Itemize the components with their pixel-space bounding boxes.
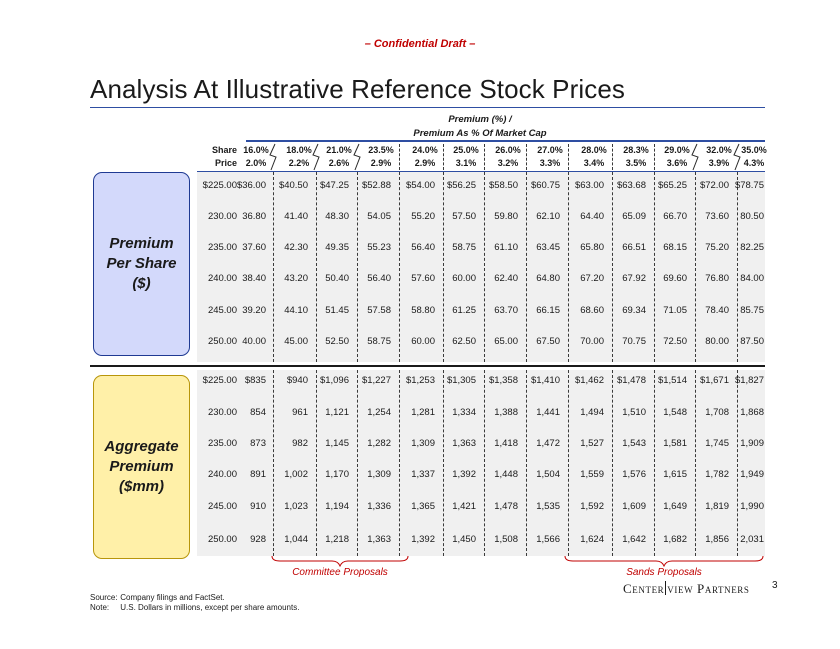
column-divider	[526, 370, 527, 556]
column-premium-header: 24.0%	[412, 145, 438, 155]
table-cell: 60.00	[411, 336, 435, 347]
column-divider	[526, 144, 527, 170]
table-cell: $56.25	[446, 180, 476, 191]
table-cell: 1,218	[325, 534, 349, 545]
table-cell: 42.30	[284, 242, 308, 253]
table-cell: 1,337	[411, 469, 435, 480]
table-cell: 62.10	[536, 211, 560, 222]
table-cell: 67.20	[580, 273, 604, 284]
table-cell: 1,044	[284, 534, 308, 545]
table-cell: 82.25	[740, 242, 764, 253]
table-cell: 1,365	[411, 501, 435, 512]
table-cell: 64.80	[536, 273, 560, 284]
column-divider	[654, 172, 655, 362]
table-cell: 56.40	[411, 242, 435, 253]
column-premium-header: 25.0%	[453, 145, 479, 155]
column-divider	[737, 172, 738, 362]
column-premium-header: 23.5%	[368, 145, 394, 155]
table-cell: 67.92	[622, 273, 646, 284]
table-cell: 37.60	[242, 242, 266, 253]
price-label: Price	[214, 158, 237, 168]
table-cell: 1,023	[284, 501, 308, 512]
column-mcap-header: 3.1%	[455, 158, 477, 168]
table-cell: 1,682	[663, 534, 687, 545]
row-price-label: 250.00	[207, 534, 237, 545]
column-premium-header: 18.0%	[286, 145, 312, 155]
column-premium-header: 29.0%	[664, 145, 690, 155]
table-cell: 1,421	[452, 501, 476, 512]
table-cell: 1,510	[622, 407, 646, 418]
source-text: Company filings and FactSet.	[120, 593, 225, 602]
table-cell: 70.00	[580, 336, 604, 347]
sands-brace	[563, 555, 765, 567]
table-cell: 62.40	[494, 273, 518, 284]
table-cell: 62.50	[452, 336, 476, 347]
table-cell: 1,504	[536, 469, 560, 480]
table-cell: 51.45	[325, 305, 349, 316]
table-cell: 52.50	[325, 336, 349, 347]
table-cell: 1,576	[622, 469, 646, 480]
table-cell: 56.40	[367, 273, 391, 284]
column-mcap-header: 3.9%	[708, 158, 730, 168]
table-cell: 40.00	[242, 336, 266, 347]
table-cell: 44.10	[284, 305, 308, 316]
column-divider	[654, 370, 655, 556]
aggregate-premium-label-1: Aggregate	[104, 438, 179, 455]
table-cell: $1,253	[405, 375, 435, 386]
column-mcap-header: 2.0%	[245, 158, 267, 168]
committee-brace	[270, 555, 410, 567]
table-cell: $1,096	[319, 375, 349, 386]
table-cell: $72.00	[699, 180, 729, 191]
table-cell: $1,514	[657, 375, 687, 386]
column-divider	[695, 370, 696, 556]
table-cell: 1,642	[622, 534, 646, 545]
table-cell: $63.00	[574, 180, 604, 191]
column-divider	[484, 370, 485, 556]
row-price-label: 245.00	[207, 501, 237, 512]
table-cell: 65.09	[622, 211, 646, 222]
table-cell: $40.50	[278, 180, 308, 191]
column-divider	[568, 144, 569, 170]
table-cell: $47.25	[319, 180, 349, 191]
table-cell: 58.75	[452, 242, 476, 253]
column-divider	[399, 370, 400, 556]
table-cell: 1,392	[411, 534, 435, 545]
column-divider	[443, 172, 444, 362]
column-divider	[612, 370, 613, 556]
premium-header-rule	[246, 140, 765, 142]
aggregate-premium-box	[93, 375, 190, 559]
note-footnote	[90, 603, 299, 612]
table-cell: 1,448	[494, 469, 518, 480]
table-cell: 48.30	[325, 211, 349, 222]
column-mcap-header: 4.3%	[743, 158, 765, 168]
column-divider	[316, 370, 317, 556]
table-section-background	[197, 370, 765, 556]
table-cell: 1,543	[622, 438, 646, 449]
table-cell: $1,478	[616, 375, 646, 386]
table-cell: 57.50	[452, 211, 476, 222]
centerview-logo	[623, 581, 750, 597]
table-cell: 38.40	[242, 273, 266, 284]
table-cell: $1,462	[574, 375, 604, 386]
committee-label: Committee Proposals	[292, 567, 388, 578]
page-number: 3	[772, 580, 778, 591]
column-premium-header: 27.0%	[537, 145, 563, 155]
table-cell: 63.70	[494, 305, 518, 316]
column-premium-header: 26.0%	[495, 145, 521, 155]
table-cell: 73.60	[705, 211, 729, 222]
table-cell: $1,358	[488, 375, 518, 386]
table-cell: 54.05	[367, 211, 391, 222]
table-cell: 854	[250, 407, 266, 418]
table-cell: $1,305	[446, 375, 476, 386]
table-cell: 85.75	[740, 305, 764, 316]
column-divider	[357, 172, 358, 362]
table-cell: 63.45	[536, 242, 560, 253]
column-premium-header: 35.0%	[741, 145, 767, 155]
table-cell: 1,363	[452, 438, 476, 449]
column-divider	[526, 172, 527, 362]
table-cell: 80.50	[740, 211, 764, 222]
table-cell: 1,745	[705, 438, 729, 449]
column-divider	[737, 370, 738, 556]
column-break-mark	[730, 143, 744, 171]
table-cell: 1,392	[452, 469, 476, 480]
column-mcap-header: 2.2%	[288, 158, 310, 168]
source-label: Source:	[90, 593, 118, 602]
table-cell: 1,581	[663, 438, 687, 449]
table-cell: 1,281	[411, 407, 435, 418]
table-cell: 2,031	[740, 534, 764, 545]
table-cell: 65.00	[494, 336, 518, 347]
column-divider	[399, 144, 400, 170]
table-cell: 1,708	[705, 407, 729, 418]
table-cell: $940	[286, 375, 308, 386]
table-cell: $835	[244, 375, 266, 386]
table-cell: 1,494	[580, 407, 604, 418]
table-cell: 1,450	[452, 534, 476, 545]
row-price-label: 240.00	[207, 469, 237, 480]
table-cell: 1,527	[580, 438, 604, 449]
table-cell: 961	[292, 407, 308, 418]
table-cell: 982	[292, 438, 308, 449]
row-price-label: 230.00	[207, 211, 237, 222]
table-cell: 1,548	[663, 407, 687, 418]
table-cell: 1,145	[325, 438, 349, 449]
premium-header-line2: Premium As % Of Market Cap	[413, 128, 547, 139]
table-cell: 1,418	[494, 438, 518, 449]
row-price-label: 240.00	[207, 273, 237, 284]
table-cell: $1,827	[734, 375, 764, 386]
logo-part2: view Partners	[667, 581, 750, 596]
table-cell: 1,782	[705, 469, 729, 480]
table-cell: 1,990	[740, 501, 764, 512]
table-cell: $54.00	[405, 180, 435, 191]
premium-per-share-label-1: Premium	[109, 235, 174, 252]
note-label: Note:	[90, 603, 110, 612]
table-cell: 43.20	[284, 273, 308, 284]
column-divider	[273, 370, 274, 556]
column-premium-header: 21.0%	[326, 145, 352, 155]
table-cell: 1,121	[325, 407, 349, 418]
table-cell: 1,559	[580, 469, 604, 480]
table-cell: 61.10	[494, 242, 518, 253]
column-divider	[568, 172, 569, 362]
table-cell: $1,410	[530, 375, 560, 386]
column-divider	[443, 144, 444, 170]
source-footnote	[90, 593, 225, 602]
table-cell: 1,856	[705, 534, 729, 545]
column-divider	[654, 144, 655, 170]
column-divider	[399, 172, 400, 362]
table-cell: 1,334	[452, 407, 476, 418]
table-cell: $58.50	[488, 180, 518, 191]
table-cell: 66.15	[536, 305, 560, 316]
table-section-background	[197, 172, 765, 362]
table-cell: 67.50	[536, 336, 560, 347]
table-cell: 1,478	[494, 501, 518, 512]
table-cell: 1,535	[536, 501, 560, 512]
table-cell: 1,909	[740, 438, 764, 449]
table-cell: 58.75	[367, 336, 391, 347]
table-cell: 1,566	[536, 534, 560, 545]
table-cell: 1,592	[580, 501, 604, 512]
column-divider	[612, 144, 613, 170]
column-mcap-header: 3.2%	[497, 158, 519, 168]
column-mcap-header: 3.6%	[666, 158, 688, 168]
column-mcap-header: 2.6%	[328, 158, 350, 168]
column-mcap-header: 3.3%	[539, 158, 561, 168]
table-cell: 39.20	[242, 305, 266, 316]
table-cell: 873	[250, 438, 266, 449]
table-cell: 1,508	[494, 534, 518, 545]
column-divider	[484, 172, 485, 362]
table-cell: 928	[250, 534, 266, 545]
table-cell: 55.20	[411, 211, 435, 222]
table-cell: 1,441	[536, 407, 560, 418]
column-divider	[695, 172, 696, 362]
confidential-banner: – Confidential Draft –	[364, 38, 476, 50]
table-cell: 1,194	[325, 501, 349, 512]
table-cell: 1,609	[622, 501, 646, 512]
table-cell: 1,868	[740, 407, 764, 418]
table-cell: 57.58	[367, 305, 391, 316]
table-cell: 76.80	[705, 273, 729, 284]
row-price-label: 250.00	[207, 336, 237, 347]
column-premium-header: 16.0%	[243, 145, 269, 155]
sands-label: Sands Proposals	[626, 567, 702, 578]
column-premium-header: 32.0%	[706, 145, 732, 155]
table-cell: 69.34	[622, 305, 646, 316]
table-cell: $36.00	[236, 180, 266, 191]
column-divider	[484, 144, 485, 170]
page-title: Analysis At Illustrative Reference Stock Prices	[90, 74, 626, 104]
table-cell: 1,282	[367, 438, 391, 449]
column-mcap-header: 3.5%	[625, 158, 647, 168]
table-cell: 61.25	[452, 305, 476, 316]
column-break-mark	[266, 143, 280, 171]
table-cell: 68.15	[663, 242, 687, 253]
table-cell: 68.60	[580, 305, 604, 316]
premium-per-share-label-2: Per Share	[106, 255, 177, 272]
table-cell: 891	[250, 469, 266, 480]
table-cell: 84.00	[740, 273, 764, 284]
table-cell: 71.05	[663, 305, 687, 316]
table-cell: 57.60	[411, 273, 435, 284]
table-cell: 58.80	[411, 305, 435, 316]
table-cell: 1,309	[367, 469, 391, 480]
table-cell: $65.25	[657, 180, 687, 191]
table-cell: 59.80	[494, 211, 518, 222]
table-cell: 70.75	[622, 336, 646, 347]
title-rule	[90, 107, 765, 108]
table-cell: $1,227	[361, 375, 391, 386]
table-cell: 69.60	[663, 273, 687, 284]
table-cell: 1,388	[494, 407, 518, 418]
table-cell: 55.23	[367, 242, 391, 253]
table-cell: 60.00	[452, 273, 476, 284]
logo-part1: Center	[623, 581, 665, 596]
table-cell: 80.00	[705, 336, 729, 347]
table-cell: 1,254	[367, 407, 391, 418]
table-cell: $78.75	[734, 180, 764, 191]
aggregate-premium-label-3: ($mm)	[118, 478, 164, 495]
table-cell: 64.40	[580, 211, 604, 222]
table-cell: 1,624	[580, 534, 604, 545]
table-cell: 1,002	[284, 469, 308, 480]
column-mcap-header: 2.9%	[370, 158, 392, 168]
premium-header-line1: Premium (%) /	[448, 114, 512, 125]
table-cell: 65.80	[580, 242, 604, 253]
share-label: Share	[211, 145, 237, 155]
column-break-mark	[350, 143, 364, 171]
column-divider	[357, 370, 358, 556]
table-cell: 45.00	[284, 336, 308, 347]
table-cell: 910	[250, 501, 266, 512]
table-cell: 72.50	[663, 336, 687, 347]
row-price-label: $225.00	[202, 180, 237, 191]
table-cell: 1,336	[367, 501, 391, 512]
table-cell: 49.35	[325, 242, 349, 253]
table-cell: 36.80	[242, 211, 266, 222]
table-cell: 1,819	[705, 501, 729, 512]
column-mcap-header: 3.4%	[583, 158, 605, 168]
table-cell: 78.40	[705, 305, 729, 316]
table-cell: $63.68	[616, 180, 646, 191]
column-break-mark	[688, 143, 702, 171]
table-cell: 66.51	[622, 242, 646, 253]
section-divider	[90, 365, 765, 367]
table-cell: 1,649	[663, 501, 687, 512]
column-premium-header: 28.0%	[581, 145, 607, 155]
premium-per-share-label-3: ($)	[132, 275, 151, 292]
column-divider	[443, 370, 444, 556]
row-price-label: 235.00	[207, 438, 237, 449]
table-cell: 1,363	[367, 534, 391, 545]
table-cell: 1,615	[663, 469, 687, 480]
table-cell: 1,309	[411, 438, 435, 449]
table-cell: $1,671	[699, 375, 729, 386]
table-cell: 50.40	[325, 273, 349, 284]
table-cell: 66.70	[663, 211, 687, 222]
column-divider	[568, 370, 569, 556]
table-cell: $60.75	[530, 180, 560, 191]
column-divider	[316, 172, 317, 362]
table-cell: 87.50	[740, 336, 764, 347]
table-cell: 1,472	[536, 438, 560, 449]
row-price-label: 245.00	[207, 305, 237, 316]
table-cell: 75.20	[705, 242, 729, 253]
column-divider	[273, 172, 274, 362]
column-premium-header: 28.3%	[623, 145, 649, 155]
table-cell: 1,949	[740, 469, 764, 480]
aggregate-premium-label-2: Premium	[109, 458, 174, 475]
table-cell: 41.40	[284, 211, 308, 222]
table-cell: 1,170	[325, 469, 349, 480]
premium-per-share-box	[93, 172, 190, 356]
row-price-label: $225.00	[202, 375, 237, 386]
column-mcap-header: 2.9%	[414, 158, 436, 168]
column-divider	[612, 172, 613, 362]
note-text: U.S. Dollars in millions, except per share amounts.	[120, 603, 300, 612]
row-price-label: 235.00	[207, 242, 237, 253]
table-cell: $52.88	[361, 180, 391, 191]
row-price-label: 230.00	[207, 407, 237, 418]
column-break-mark	[309, 143, 323, 171]
